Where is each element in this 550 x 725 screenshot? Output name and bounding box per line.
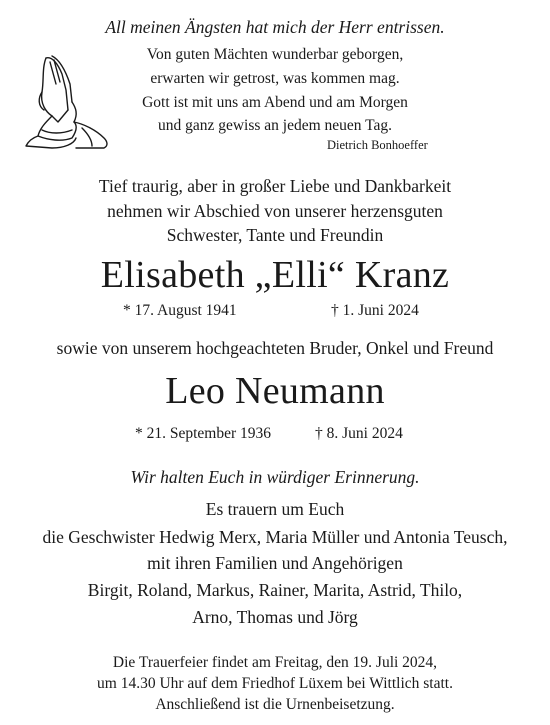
closing-line: Wir halten Euch in würdiger Erinnerung. bbox=[130, 467, 420, 487]
mourners-line: Es trauern um Euch bbox=[205, 499, 345, 519]
funeral-info-line: Die Trauerfeier findet am Freitag, den 19. Juli 2024, bbox=[112, 654, 438, 671]
birth-date-2: * 21. September 1936 bbox=[135, 425, 272, 442]
mourners-line: die Geschwister Hedwig Merx, Maria Müller und Antonia Teusch, bbox=[42, 527, 508, 547]
death-date-1: † 1. Juni 2024 bbox=[331, 302, 419, 319]
motto: All meinen Ängsten hat mich der Herr entrissen. bbox=[105, 17, 445, 37]
poem-line: erwarten wir getrost, was kommen mag. bbox=[150, 70, 400, 87]
mourners-line: Birgit, Roland, Markus, Rainer, Marita, Astrid, Thilo, bbox=[87, 580, 463, 600]
poem-line: Von guten Mächten wunderbar geborgen, bbox=[146, 46, 404, 63]
poem-line: und ganz gewiss an jedem neuen Tag. bbox=[157, 117, 393, 134]
deceased-name-1: Elisabeth „Elli“ Kranz bbox=[100, 254, 450, 296]
intro-line: Tief traurig, aber in großer Liebe und Dankbarkeit bbox=[98, 176, 452, 196]
poem-line: Gott ist mit uns am Abend und am Morgen bbox=[142, 94, 408, 111]
intro-line: nehmen wir Abschied von unserer herzensguten bbox=[107, 201, 443, 221]
connector-text: sowie von unserem hochgeachteten Bruder, Onkel und Freund bbox=[56, 338, 494, 358]
praying-hands-icon bbox=[12, 50, 124, 150]
intro-line: Schwester, Tante und Freundin bbox=[166, 225, 384, 245]
death-date-2: † 8. Juni 2024 bbox=[315, 425, 403, 442]
mourners-line: Arno, Thomas und Jörg bbox=[192, 607, 358, 627]
mourners-line: mit ihren Familien und Angehörigen bbox=[147, 553, 403, 573]
birth-date-1: * 17. August 1941 bbox=[123, 302, 237, 319]
funeral-info-line: Anschließend ist die Urnenbeisetzung. bbox=[155, 696, 395, 713]
poem-author: Dietrich Bonhoeffer bbox=[327, 138, 428, 152]
deceased-name-2: Leo Neumann bbox=[165, 370, 385, 412]
funeral-info-line: um 14.30 Uhr auf dem Friedhof Lüxem bei Wittlich statt. bbox=[97, 675, 453, 692]
